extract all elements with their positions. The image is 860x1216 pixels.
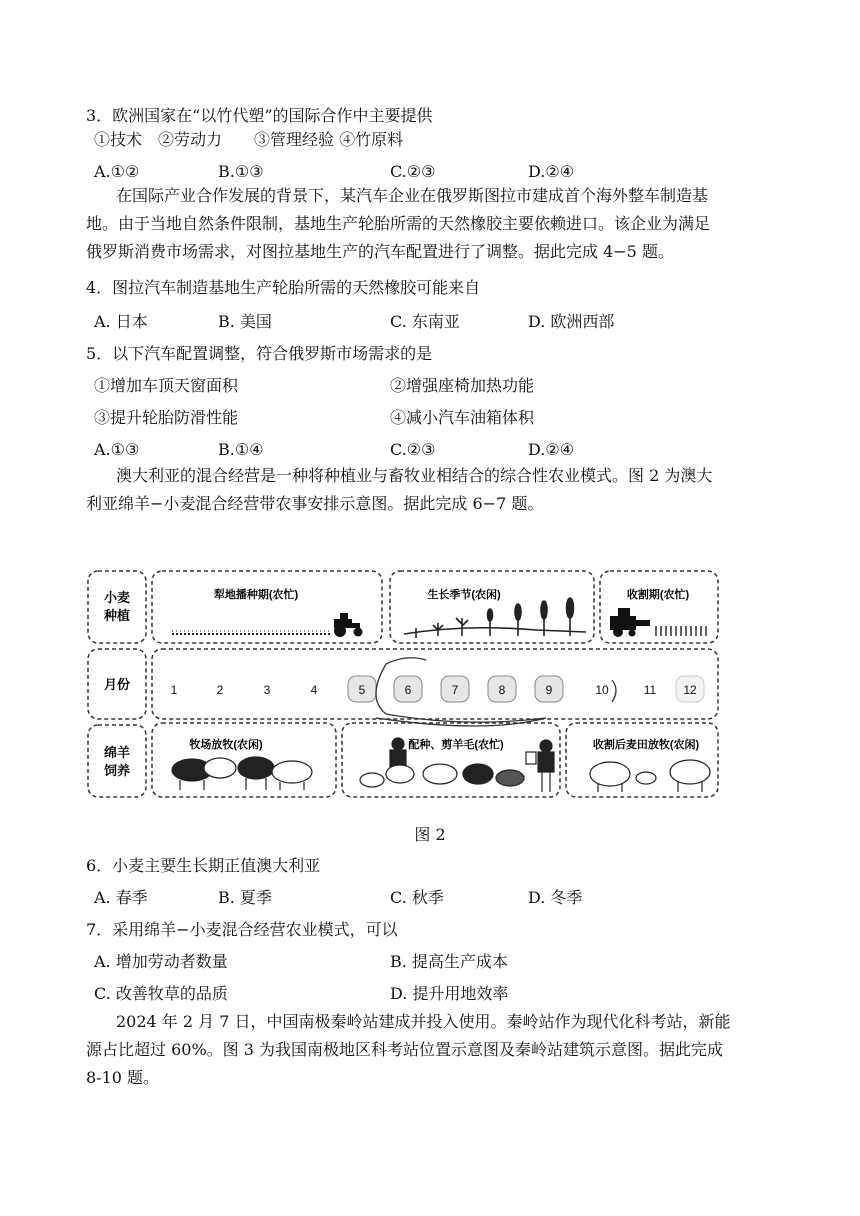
month-8: 8 bbox=[498, 683, 506, 697]
q5-option-c: C.②③ bbox=[390, 440, 436, 459]
sheep-box-label-3: 收割后麦田放牧(农闲) bbox=[592, 739, 700, 751]
month-11: 11 bbox=[643, 683, 657, 697]
growing-wheat-drawing bbox=[404, 598, 586, 638]
sheep-box-label-1: 牧场放牧(农闲) bbox=[189, 739, 263, 751]
intro67-line1: 澳大利亚的混合经营是一种将种植业与畜牧业相结合的综合性农业模式。图 2 为澳大 bbox=[116, 466, 713, 485]
q6-option-d: D. 冬季 bbox=[528, 888, 583, 907]
q3-option-b: B.①③ bbox=[218, 162, 264, 181]
month-3: 3 bbox=[263, 683, 271, 697]
row-box-sheep bbox=[88, 725, 146, 797]
figure-2-caption: 图 2 bbox=[414, 825, 446, 844]
q4-option-b: B. 美国 bbox=[218, 312, 272, 331]
q7-option-a: A. 增加劳动者数量 bbox=[94, 952, 228, 971]
wheat-box-label-1: 犁地播种期(农忙) bbox=[213, 589, 299, 601]
wheat-box-1 bbox=[152, 571, 382, 643]
q5-option-a: A.①③ bbox=[94, 440, 140, 459]
month-7: 7 bbox=[451, 683, 459, 697]
q3-option-a: A.①② bbox=[94, 162, 140, 181]
intro810-line2: 源占比超过 60%。图 3 为我国南极地区科考站位置示意图及秦岭站建筑示意图。据此完成 bbox=[86, 1040, 724, 1059]
q3-stem: 3．欧洲国家在“以竹代塑”的国际合作中主要提供 bbox=[86, 106, 433, 125]
q7-option-b: B. 提高生产成本 bbox=[390, 952, 508, 971]
row-label-sheep-2: 饲养 bbox=[103, 763, 131, 778]
q4-option-a: A. 日本 bbox=[94, 312, 148, 331]
q3-option-d: D.②④ bbox=[528, 162, 575, 181]
q5-item-4: ④减小汽车油箱体积 bbox=[390, 408, 535, 427]
sheep-box-label-2: 配种、剪羊毛(农忙) bbox=[408, 739, 504, 751]
q4-stem: 4．图拉汽车制造基地生产轮胎所需的天然橡胶可能来自 bbox=[86, 278, 481, 297]
q6-option-a: A. 春季 bbox=[94, 888, 148, 907]
intro45-line1: 在国际产业合作发展的背景下，某汽车企业在俄罗斯图拉市建成首个海外整车制造基 bbox=[116, 186, 709, 205]
q7-option-c: C. 改善牧草的品质 bbox=[94, 984, 228, 1003]
wheat-box-label-3: 收割期(农忙) bbox=[626, 589, 690, 601]
row-label-month: 月份 bbox=[103, 677, 131, 692]
month-10: 10 bbox=[595, 683, 609, 697]
furrows-drawing bbox=[172, 631, 330, 634]
q3-option-c: C.②③ bbox=[390, 162, 436, 181]
sheep-flock-3 bbox=[590, 760, 710, 792]
q7-stem: 7．采用绵羊−小麦混合经营农业模式，可以 bbox=[86, 920, 398, 939]
q3-items: ①技术 ②劳动力 ③管理经验 ④竹原料 bbox=[94, 130, 404, 149]
month-9: 9 bbox=[545, 683, 553, 697]
harvester-icon bbox=[610, 608, 650, 637]
wheat-box-label-2: 生长季节(农闲) bbox=[427, 589, 501, 601]
month-1: 1 bbox=[170, 683, 178, 697]
stubble-drawing bbox=[656, 626, 706, 636]
handwritten-bracket bbox=[612, 680, 616, 702]
month-6: 6 bbox=[404, 683, 412, 697]
tractor-icon bbox=[334, 613, 363, 637]
intro810-line1: 2024 年 2 月 7 日，中国南极秦岭站建成并投入使用。秦岭站作为现代化科考站，新能 bbox=[116, 1012, 731, 1031]
row-label-wheat-2: 种植 bbox=[103, 608, 131, 623]
month-4: 4 bbox=[310, 683, 318, 697]
intro45-line3: 俄罗斯消费市场需求，对图拉基地生产的汽车配置进行了调整。据此完成 4−5 题。 bbox=[86, 242, 674, 261]
q5-option-b: B.①④ bbox=[218, 440, 264, 459]
row-label-wheat-1: 小麦 bbox=[103, 590, 131, 605]
month-5: 5 bbox=[358, 683, 366, 697]
q5-stem: 5．以下汽车配置调整，符合俄罗斯市场需求的是 bbox=[86, 344, 433, 363]
q4-option-d: D. 欧洲西部 bbox=[528, 312, 615, 331]
q6-stem: 6．小麦主要生长期正值澳大利亚 bbox=[86, 856, 321, 875]
q6-option-b: B. 夏季 bbox=[218, 888, 272, 907]
q5-item-2: ②增强座椅加热功能 bbox=[390, 376, 535, 395]
month-2: 2 bbox=[216, 683, 224, 697]
sheep-flock-1 bbox=[172, 757, 312, 790]
row-label-sheep-1: 绵羊 bbox=[103, 745, 131, 760]
q7-option-d: D. 提升用地效率 bbox=[390, 984, 509, 1003]
q6-option-c: C. 秋季 bbox=[390, 888, 444, 907]
intro810-line3: 8-10 题。 bbox=[86, 1068, 160, 1087]
intro45-line2: 地。由于当地自然条件限制，基地生产轮胎所需的天然橡胶主要依赖进口。该企业为满足 bbox=[86, 214, 711, 233]
q5-option-d: D.②④ bbox=[528, 440, 575, 459]
figure-2 bbox=[86, 568, 722, 800]
intro67-line2: 利亚绵羊−小麦混合经营带农事安排示意图。据此完成 6−7 题。 bbox=[86, 494, 544, 513]
row-box-wheat bbox=[88, 571, 146, 643]
q5-item-1: ①增加车顶天窗面积 bbox=[94, 376, 239, 395]
q5-item-3: ③提升轮胎防滑性能 bbox=[94, 408, 239, 427]
month-12: 12 bbox=[683, 683, 697, 697]
month-box bbox=[152, 649, 718, 719]
q4-option-c: C. 东南亚 bbox=[390, 312, 460, 331]
